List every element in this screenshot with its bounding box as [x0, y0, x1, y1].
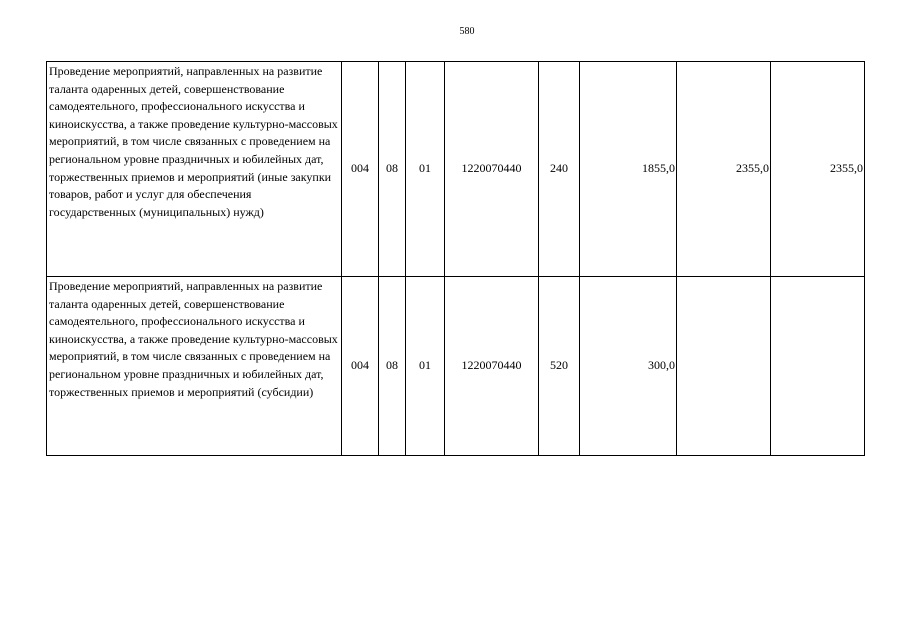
expense-type-code: 520	[539, 277, 580, 456]
ministry-code: 004	[342, 277, 379, 456]
expense-type-code: 240	[539, 62, 580, 277]
amount-year-3	[771, 277, 865, 456]
section-code: 08	[379, 62, 406, 277]
row-description: Проведение мероприятий, направленных на развитие таланта одаренных детей, совершенствование самодеятельного, профессионального искусства и киноискусства, а также проведение культурно-массовых мероприятий, в том числе связанных с проведением на региональном уровне праздничных и юбилейных дат, торжественных приемов и мероприятий (иные закупки товаров, работ и услуг для обеспечения государственных (муниципальных) нужд)	[47, 62, 342, 277]
table-row	[47, 62, 865, 277]
page-number: 580	[459, 26, 475, 37]
amount-year-1: 1855,0	[580, 62, 677, 277]
amount-year-1: 300,0	[580, 277, 677, 456]
budget-table	[46, 61, 865, 456]
target-article-code: 1220070440	[445, 62, 539, 277]
ministry-code: 004	[342, 62, 379, 277]
amount-year-3: 2355,0	[771, 62, 865, 277]
row-description: Проведение мероприятий, направленных на развитие таланта одаренных детей, совершенствование самодеятельного, профессионального искусства и киноискусства, а также проведение культурно-массовых мероприятий, в том числе связанных с проведением на региональном уровне праздничных и юбилейных дат, торжественных приемов и мероприятий (субсидии)	[47, 277, 342, 456]
subsection-code: 01	[406, 62, 445, 277]
amount-year-2	[677, 277, 771, 456]
section-code: 08	[379, 277, 406, 456]
target-article-code: 1220070440	[445, 277, 539, 456]
subsection-code: 01	[406, 277, 445, 456]
table-row	[47, 277, 865, 456]
amount-year-2: 2355,0	[677, 62, 771, 277]
